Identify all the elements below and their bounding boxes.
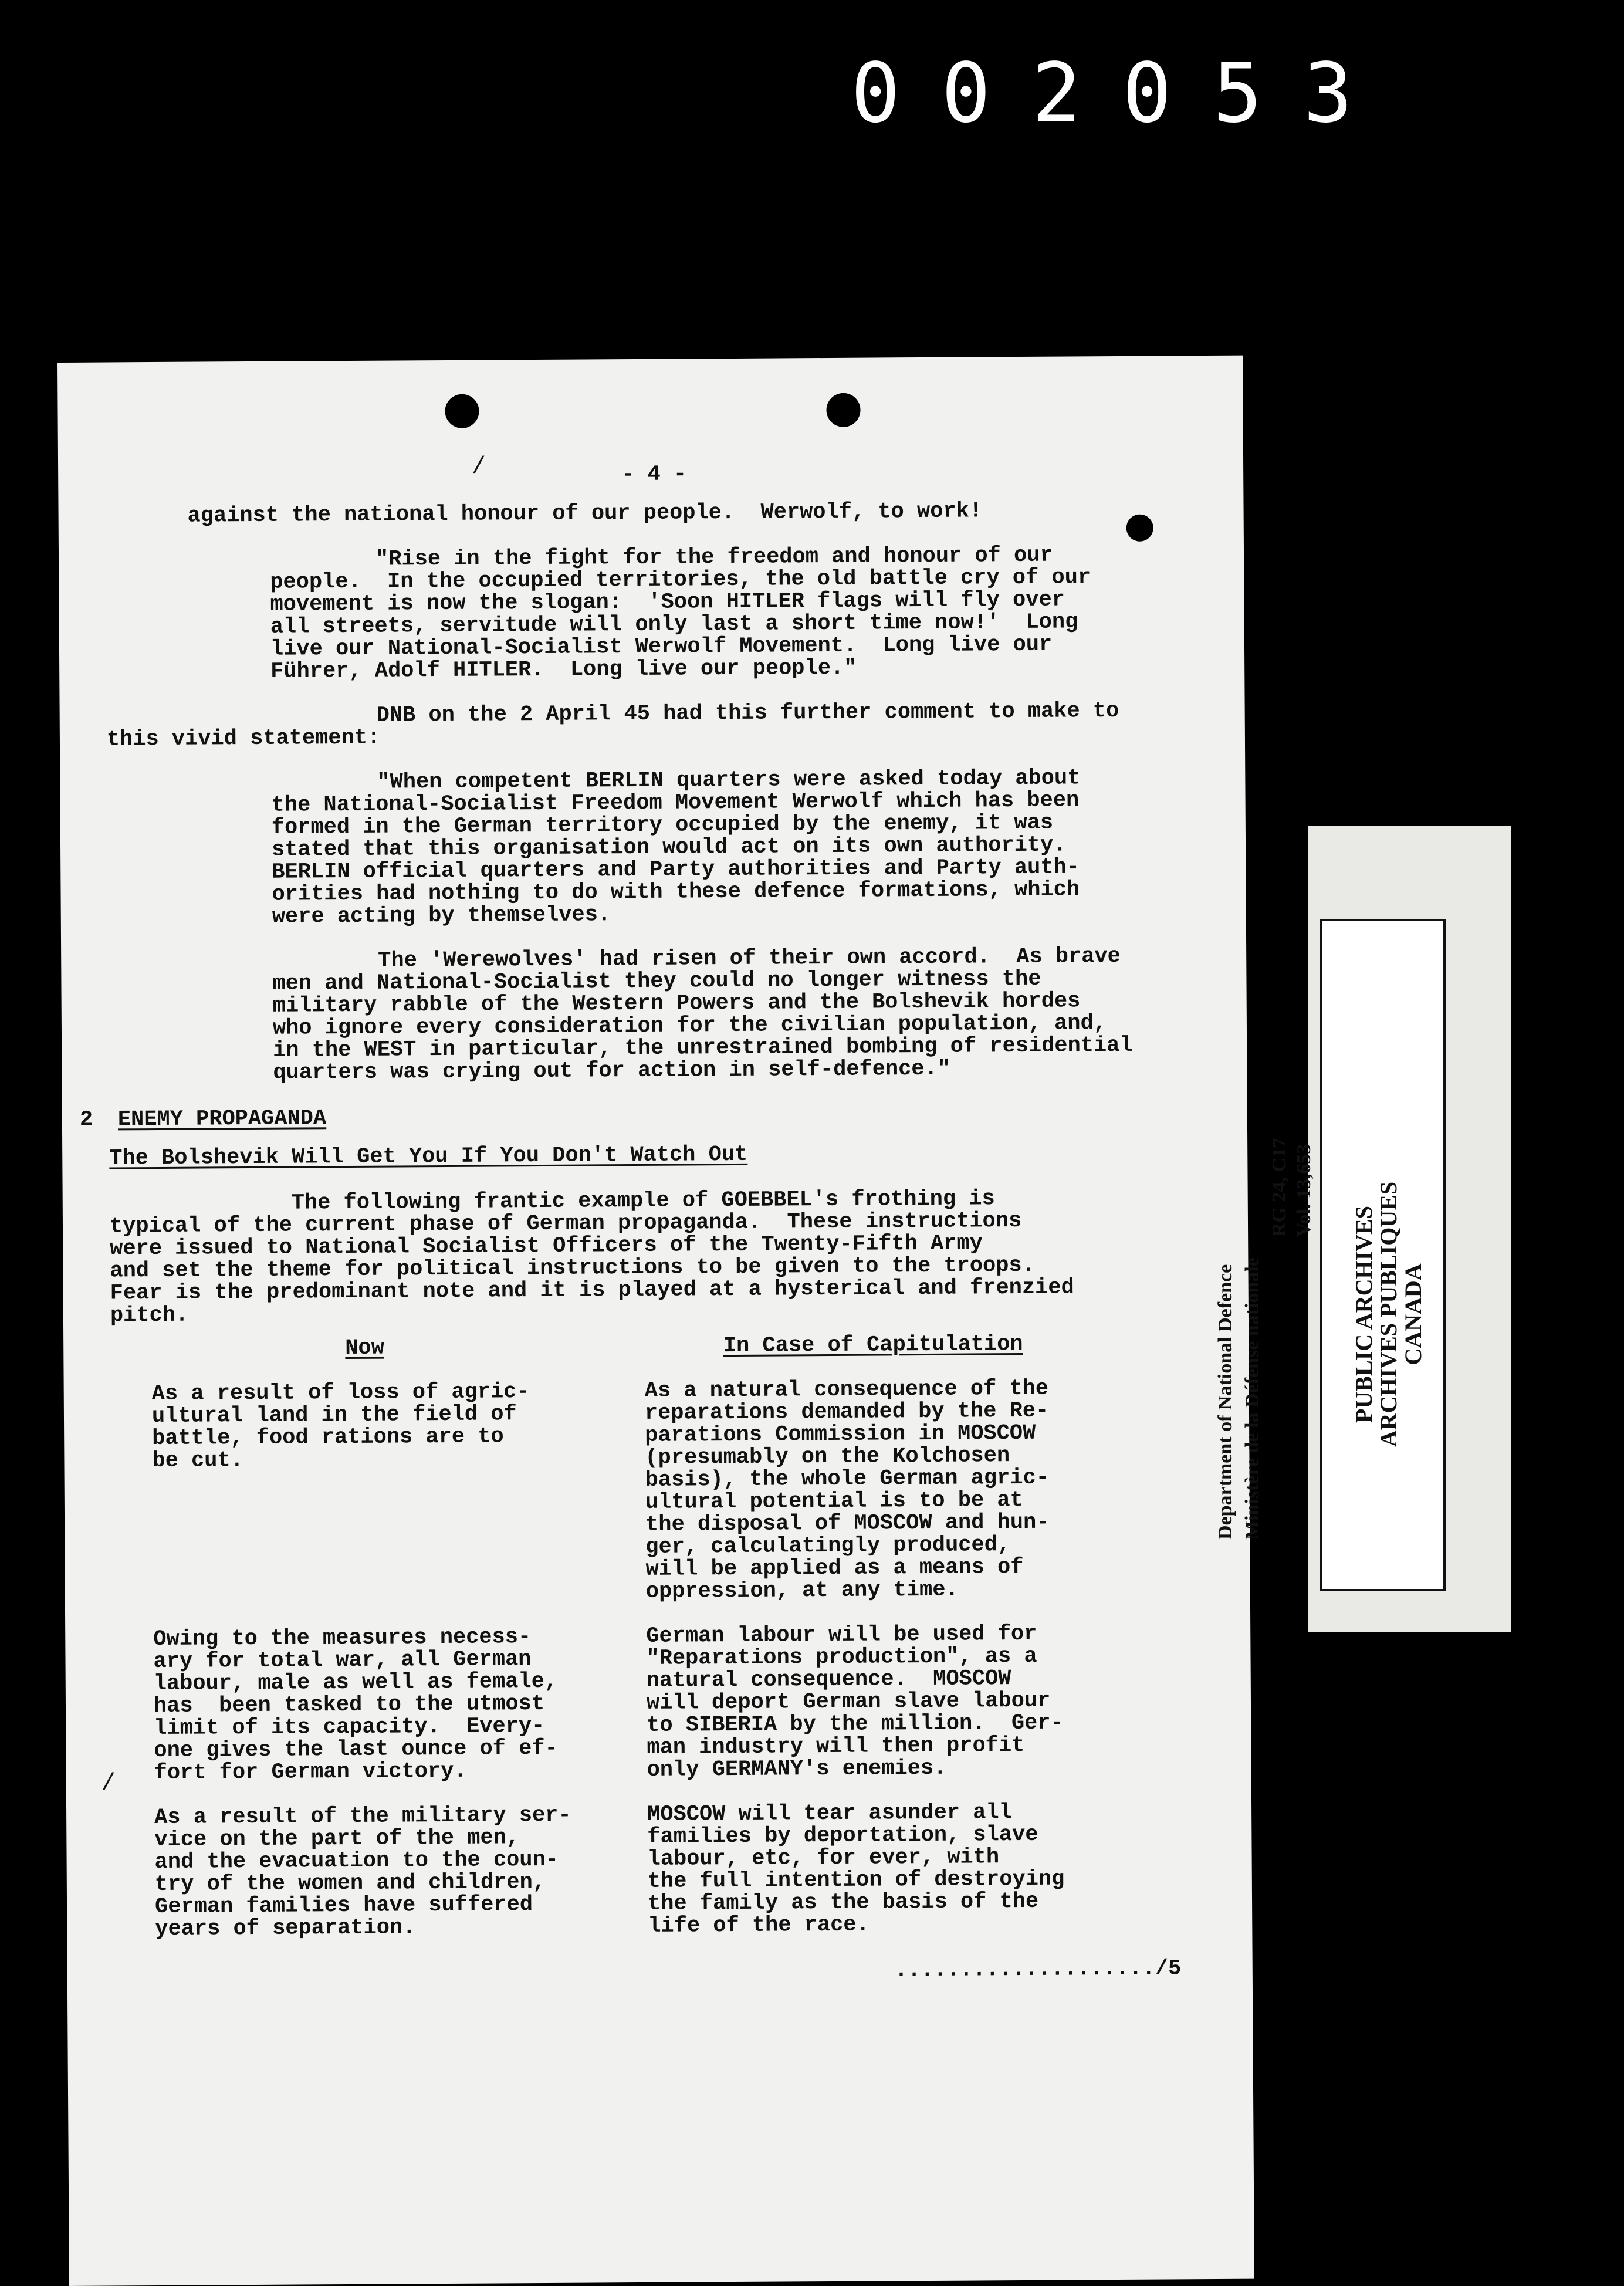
cell-line: the full intention of destroying — [647, 1866, 1065, 1894]
dnb-paragraph — [106, 698, 1245, 752]
paragraph-line: pitch. — [110, 1303, 189, 1328]
quote-line: in the WEST in particular, the unrestrained bombing of residential — [273, 1033, 1133, 1063]
cell-line: Owing to the measures necess- — [153, 1625, 532, 1652]
comparison-row — [111, 1377, 1250, 1607]
cell-line: MOSCOW will tear asunder all — [647, 1800, 1012, 1827]
comparison-row — [112, 1622, 1251, 1785]
cell-line: As a result of the military ser- — [154, 1803, 571, 1831]
quote-line: "Rise in the fight for the freedom and honour of our — [375, 543, 1053, 572]
quote-line: all streets, servitude will only last a short time now!' Long — [270, 610, 1078, 640]
cell-line: only GERMANY's enemies. — [647, 1756, 947, 1783]
quote-line: military rabble of the Western Powers and the Bolshevik hordes — [272, 989, 1081, 1019]
quote-line: movement is now the slogan: 'Soon HITLER flags will fly over — [270, 587, 1065, 617]
capitulation-cell — [647, 1801, 1129, 1937]
punch-hole — [826, 393, 860, 427]
paragraph-line: and set the theme for political instructions to be given to the troops. — [110, 1253, 1036, 1284]
now-cell — [152, 1381, 587, 1607]
quote-line: who ignore every consideration for the civilian population, and, — [272, 1011, 1107, 1041]
quote-line: quarters was crying out for action in self-defence." — [273, 1056, 951, 1085]
cell-line: German families have suffered — [154, 1892, 533, 1920]
example-paragraph — [110, 1186, 1249, 1327]
cell-line: battle, food rations are to — [152, 1424, 504, 1452]
quote-line: people. In the occupied territories, the old battle cry of our — [270, 565, 1091, 595]
department-en: Department of National Defence — [1214, 1264, 1236, 1540]
cell-line: As a result of loss of agric- — [151, 1379, 530, 1407]
quote-line: men and National-Socialist they could no longer witness the — [272, 966, 1041, 996]
cell-line: man industry will then profit — [647, 1733, 1025, 1760]
cell-line: "Reparations production", as a — [646, 1644, 1037, 1671]
cell-line: oppression, at any time. — [645, 1577, 959, 1604]
cell-line: will be applied as a means of — [645, 1554, 1024, 1582]
record-group: RG 24, C17 — [1268, 1137, 1290, 1237]
quote-werewolves — [272, 945, 1247, 1084]
section-number: 2 — [79, 1107, 93, 1132]
quote-line: stated that this organisation would act on its own authority. — [271, 833, 1067, 863]
capitulation-cell — [646, 1622, 1128, 1781]
cell-line: the family as the basis of the — [647, 1889, 1039, 1916]
cell-line: ary for total war, all German — [153, 1647, 532, 1675]
cell-line: life of the race. — [648, 1912, 869, 1939]
cell-line: basis), the whole German agric- — [645, 1465, 1050, 1493]
comparison-columns — [110, 1332, 1252, 1941]
cell-line: As a natural consequence of the — [644, 1376, 1049, 1404]
cell-line: fort for German victory. — [154, 1759, 467, 1786]
punch-hole — [445, 394, 479, 428]
cell-line: be cut. — [152, 1448, 244, 1474]
cell-line: labour, male as well as female, — [153, 1669, 558, 1697]
cell-line: ultural land in the field of — [151, 1402, 517, 1429]
paragraph-line: typical of the current phase of German propaganda. These instructions — [109, 1208, 1022, 1239]
cell-line: years of separation. — [155, 1915, 416, 1942]
cell-line: limit of its capacity. Every- — [154, 1713, 545, 1741]
intro-line: against the national honour of our people. Werwolf, to work! — [187, 499, 983, 529]
cell-line: German labour will be used for — [646, 1621, 1037, 1649]
paragraph-line: were issued to National Socialist Officers of the Twenty-Fifth Army — [110, 1231, 983, 1262]
volume: Vol. 13,653 — [1293, 1144, 1315, 1237]
section-title: ENEMY PROPAGANDA — [117, 1106, 327, 1132]
department-fr: Ministère de la Défense nationale — [1241, 1257, 1263, 1540]
comparison-row — [113, 1800, 1252, 1941]
cell-line: (presumably on the Kolchosen — [645, 1443, 1010, 1470]
paragraph-line: Fear is the predominant note and it is played at a hysterical and frenzied — [110, 1275, 1074, 1306]
cell-line: and the evacuation to the coun- — [154, 1847, 559, 1875]
pencil-mark: / — [101, 1770, 116, 1797]
now-cell — [154, 1804, 589, 1941]
capitulation-cell — [645, 1377, 1127, 1603]
archives-label — [1351, 997, 1511, 1631]
quote-berlin-quarters — [271, 766, 1246, 928]
quote-line: "When competent BERLIN quarters were asked today about — [377, 766, 1081, 795]
subsection-title: The Bolshevik Will Get You If You Don't Watch Out — [109, 1142, 748, 1171]
quote-line: Führer, Adolf HITLER. Long live our people." — [270, 655, 857, 684]
pencil-mark: / — [471, 454, 486, 481]
cell-line: try of the women and children, — [154, 1869, 546, 1898]
frame-number: 002053 — [851, 46, 1394, 141]
cell-line: ger, calculatingly produced, — [645, 1533, 1011, 1560]
page-number: - 4 - — [621, 462, 687, 488]
cell-line: vice on the part of the men, — [154, 1825, 520, 1853]
quote-line: the National-Socialist Freedom Movement Werwolf which has been — [271, 788, 1080, 818]
cell-line: will deport German slave labour — [646, 1688, 1051, 1716]
continuation-marker: ..................../5 — [894, 1956, 1182, 1983]
page-text — [79, 460, 1253, 1986]
cell-line: ultural potential is to be at — [645, 1487, 1023, 1515]
quote-line: live our National-Socialist Werwolf Movement. Long live our — [270, 632, 1053, 662]
cell-line: to SIBERIA by the million. Ger- — [647, 1710, 1064, 1738]
cell-line: natural consequence. MOSCOW — [646, 1666, 1011, 1693]
quote-werwolf-proclamation — [270, 543, 1244, 683]
document-page — [57, 356, 1254, 2286]
cell-line: families by deportation, slave — [647, 1822, 1038, 1849]
cell-line: reparations demanded by the Re- — [644, 1398, 1049, 1426]
cell-line: parations Commission in MOSCOW — [645, 1421, 1036, 1448]
paragraph-line: DNB on the 2 April 45 had this further comment to make to — [376, 698, 1119, 728]
cell-line: has been tasked to the utmost — [153, 1691, 545, 1719]
quote-line: formed in the German territory occupied by the enemy, it was — [271, 810, 1054, 840]
archives-country: CANADA — [1400, 1263, 1426, 1365]
cell-line: one gives the last ounce of ef- — [154, 1736, 558, 1764]
now-cell — [153, 1626, 588, 1785]
archives-en: PUBLIC ARCHIVES — [1351, 1205, 1377, 1423]
quote-line: The 'Werewolves' had risen of their own accord. As brave — [378, 944, 1121, 973]
quote-line: orities had nothing to do with these defence formations, which — [272, 877, 1080, 907]
column-heading-now: Now — [345, 1335, 385, 1361]
section-heading — [80, 1102, 1247, 1131]
archives-fr: ARCHIVES PUBLIQUES — [1375, 1181, 1402, 1448]
paragraph-line: The following frantic example of GOEBBEL's frothing is — [291, 1186, 995, 1216]
cell-line: labour, etc, for ever, with — [647, 1845, 1000, 1872]
paragraph-line: this vivid statement: — [106, 725, 381, 752]
quote-line: were acting by themselves. — [272, 902, 611, 929]
cell-line: the disposal of MOSCOW and hun- — [645, 1510, 1050, 1537]
quote-line: BERLIN official quarters and Party authorities and Party auth- — [272, 855, 1080, 885]
column-heading-capitulation: In Case of Capitulation — [723, 1331, 1023, 1359]
